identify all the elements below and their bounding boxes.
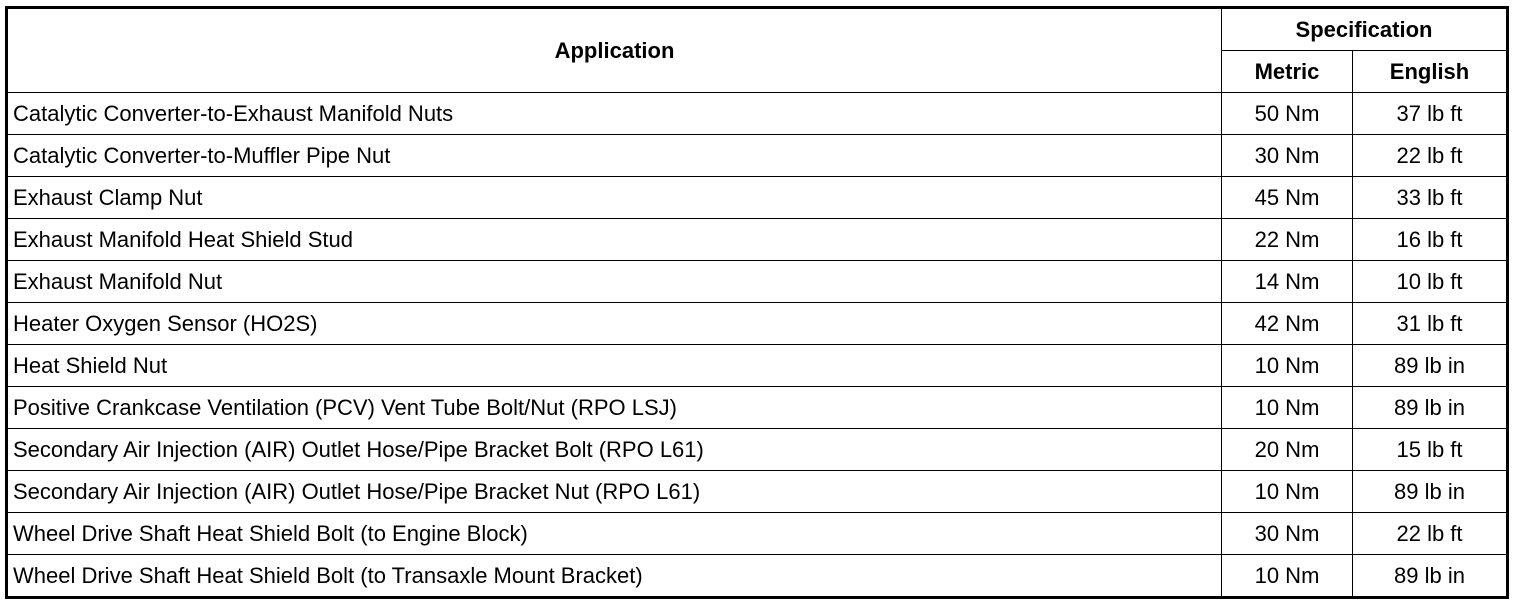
- application-cell: Heat Shield Nut: [7, 345, 1222, 387]
- application-cell: Secondary Air Injection (AIR) Outlet Hose/Pipe Bracket Nut (RPO L61): [7, 471, 1222, 513]
- table-row: [7, 345, 1508, 387]
- table-row: [7, 219, 1508, 261]
- specification-group-header: Specification: [1222, 8, 1508, 51]
- metric-column-header: Metric: [1222, 51, 1353, 93]
- table-row: [7, 135, 1508, 177]
- metric-cell: 10 Nm: [1222, 387, 1353, 429]
- fastener-specification-table-container: [5, 6, 1509, 599]
- application-cell: Exhaust Clamp Nut: [7, 177, 1222, 219]
- table-row: [7, 303, 1508, 345]
- table-row: [7, 261, 1508, 303]
- metric-cell: 22 Nm: [1222, 219, 1353, 261]
- english-cell: 31 lb ft: [1353, 303, 1508, 345]
- english-cell: 89 lb in: [1353, 387, 1508, 429]
- application-cell: Secondary Air Injection (AIR) Outlet Hose/Pipe Bracket Bolt (RPO L61): [7, 429, 1222, 471]
- english-cell: 89 lb in: [1353, 345, 1508, 387]
- application-cell: Exhaust Manifold Nut: [7, 261, 1222, 303]
- application-cell: Catalytic Converter-to-Exhaust Manifold Nuts: [7, 93, 1222, 135]
- metric-cell: 45 Nm: [1222, 177, 1353, 219]
- metric-cell: 20 Nm: [1222, 429, 1353, 471]
- metric-cell: 30 Nm: [1222, 135, 1353, 177]
- metric-cell: 10 Nm: [1222, 555, 1353, 598]
- header-row-top: [7, 8, 1508, 51]
- english-cell: 15 lb ft: [1353, 429, 1508, 471]
- english-cell: 10 lb ft: [1353, 261, 1508, 303]
- application-cell: Wheel Drive Shaft Heat Shield Bolt (to Transaxle Mount Bracket): [7, 555, 1222, 598]
- application-cell: Positive Crankcase Ventilation (PCV) Vent Tube Bolt/Nut (RPO LSJ): [7, 387, 1222, 429]
- table-row: [7, 429, 1508, 471]
- application-column-header: Application: [7, 8, 1222, 93]
- application-cell: Wheel Drive Shaft Heat Shield Bolt (to Engine Block): [7, 513, 1222, 555]
- table-row: [7, 93, 1508, 135]
- table-body: [7, 93, 1508, 598]
- table-row: [7, 555, 1508, 598]
- table-row: [7, 387, 1508, 429]
- english-cell: 16 lb ft: [1353, 219, 1508, 261]
- english-cell: 89 lb in: [1353, 555, 1508, 598]
- table-row: [7, 513, 1508, 555]
- english-column-header: English: [1353, 51, 1508, 93]
- metric-cell: 42 Nm: [1222, 303, 1353, 345]
- application-cell: Heater Oxygen Sensor (HO2S): [7, 303, 1222, 345]
- application-cell: Catalytic Converter-to-Muffler Pipe Nut: [7, 135, 1222, 177]
- table-row: [7, 177, 1508, 219]
- metric-cell: 10 Nm: [1222, 345, 1353, 387]
- english-cell: 22 lb ft: [1353, 135, 1508, 177]
- english-cell: 89 lb in: [1353, 471, 1508, 513]
- table-row: [7, 471, 1508, 513]
- fastener-specification-table: [5, 6, 1509, 599]
- metric-cell: 50 Nm: [1222, 93, 1353, 135]
- application-cell: Exhaust Manifold Heat Shield Stud: [7, 219, 1222, 261]
- english-cell: 22 lb ft: [1353, 513, 1508, 555]
- english-cell: 37 lb ft: [1353, 93, 1508, 135]
- metric-cell: 30 Nm: [1222, 513, 1353, 555]
- metric-cell: 10 Nm: [1222, 471, 1353, 513]
- english-cell: 33 lb ft: [1353, 177, 1508, 219]
- metric-cell: 14 Nm: [1222, 261, 1353, 303]
